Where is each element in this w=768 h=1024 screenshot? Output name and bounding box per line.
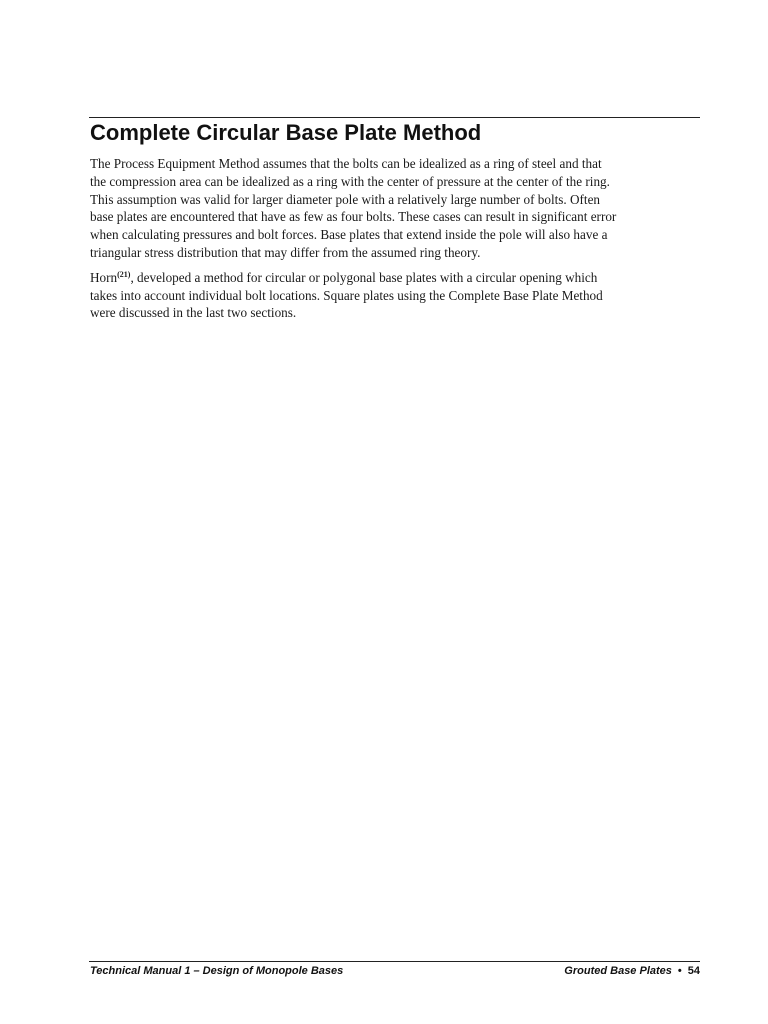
paragraph-line: the compression area can be idealized as a ring with the center of pressure at the center of the ring. (90, 173, 610, 189)
paragraph-line: when calculating pressures and bolt forces. Base plates that extend inside the pole will also have a (90, 227, 608, 243)
paragraph-1 (90, 155, 702, 262)
paragraph-line: This assumption was valid for larger diameter pole with a relatively large number of bolts. Often (90, 191, 601, 207)
section-body (90, 155, 702, 329)
footer-rule (89, 961, 700, 962)
paragraph-line: triangular stress distribution that may differ from the assumed ring theory. (90, 244, 481, 260)
footer-section-name: Grouted Base Plates (564, 965, 672, 977)
paragraph-line: were discussed in the last two sections. (90, 305, 297, 321)
paragraph-line: The Process Equipment Method assumes that the bolts can be idealized as a ring of steel and that (90, 156, 602, 171)
paragraph-line: takes into account individual bolt locations. Square plates using the Complete Base Plate Method (90, 287, 603, 303)
reference-number: (21) (117, 269, 131, 279)
paragraph-line: base plates are encountered that have as few as four bolts. These cases can result in significant error (90, 209, 617, 225)
footer-document-title: Technical Manual 1 – Design of Monopole Bases (90, 965, 344, 977)
section-title: Complete Circular Base Plate Method (90, 120, 482, 145)
paragraph-2 (90, 269, 702, 322)
footer-section-info (564, 964, 700, 978)
paragraph-line (90, 269, 702, 287)
bullet-icon: • (677, 965, 682, 977)
paragraph-text: , developed a method for circular or polygonal base plates with a circular opening which (130, 269, 598, 285)
author-name: Horn (90, 269, 118, 285)
page-number: 54 (687, 965, 700, 977)
